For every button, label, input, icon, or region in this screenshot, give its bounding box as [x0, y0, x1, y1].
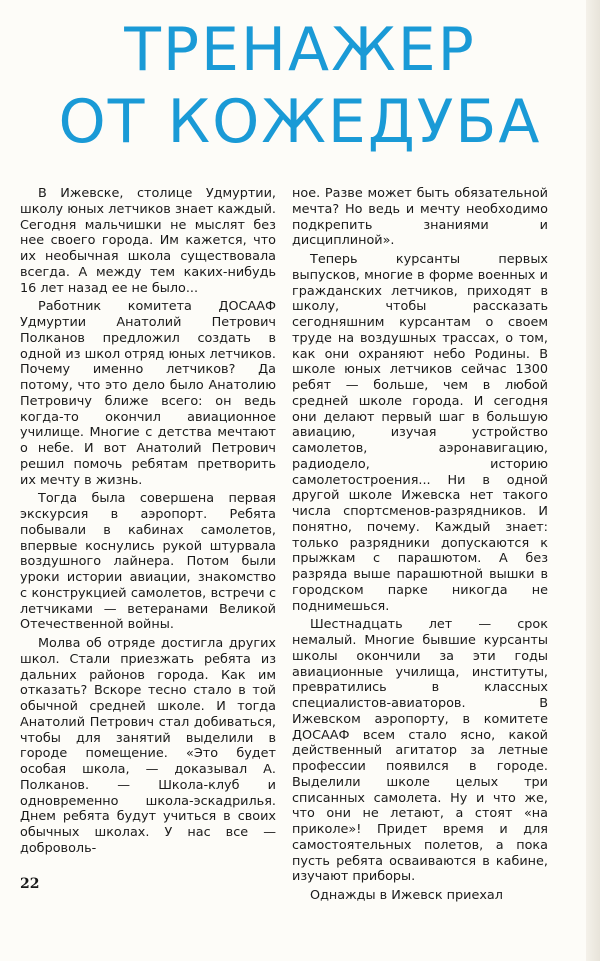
- paragraph: Шестнадцать лет — срок немалый. Многие бывшие курсанты школы окончили за эти годы авиационные училища, институты, превратились в классных специалистов-авиаторов. В Ижевском аэропорту, в комитете ДОСААФ всем стало ясно, какой действенный агитатор за летные профессии появился в городе. Выделили школе целых три списанных самолета. Ну и что же, что они не летают, а стоят «на приколе»! Придет время и для самостоятельных полетов, а пока пусть ребята осваиваются в кабине, изучают приборы.: [292, 617, 548, 885]
- paragraph: Теперь курсанты первых выпусков, многие в форме военных и гражданских летчиков, приходят в школу, чтобы рассказать сегодняшним курсантам о своем труде на воздушных трассах, о том, как они охраняют небо Родины. В школе юных летчиков сейчас 1300 ребят — больше, чем в любой средней школе города. И сегодня они делают первый шаг в большую авиацию, изучая устройство самолетов, аэронавигацию, радиодело, историю самолетостроения... Ни в одной другой школе Ижевска нет такого числа спортсменов-разрядников. И понятно, почему. Каждый знает: только разрядники допускаются к прыжкам с парашютом. А без разряда выше парашютной вышки в городском парке никогда не поднимешься.: [292, 252, 548, 614]
- article-title-line-1: ТРЕНАЖЕР: [124, 15, 476, 85]
- article-title-line-2: ОТ КОЖЕДУБА: [58, 87, 542, 157]
- paragraph-continuation: ное. Разве может быть обязательной мечта? Но ведь и мечту необходимо подкрепить знаниями и дисциплиной».: [292, 186, 548, 249]
- page-number: 22: [20, 876, 40, 892]
- article-column-right: [292, 186, 548, 907]
- paragraph: Работник комитета ДОСААФ Удмуртии Анатолий Петрович Полканов предложил создать в одной из школ отряд юных летчиков. Почему именно летчиков? Да потому, что это дело было Анатолию Петровичу ближе всего: он ведь когда-то окончил авиационное училище. Многие с детства мечтают о небе. И вот Анатолий Петрович решил помочь ребятам претворить их мечту в жизнь.: [20, 299, 276, 488]
- paragraph: Молва об отряде достигла других школ. Стали приезжать ребята из дальних районов города. Как им отказать? Вскоре тесно стало в той обычной средней школе. И тогда Анатолий Петрович стал добиваться, чтобы для занятий выделили в городе помещение. «Это будет особая школа, — доказывал А. Полканов. — Школа-клуб и одновременно школа-эскадрилья. Днем ребята будут учиться в своих обычных школах. У нас все — доброволь-: [20, 636, 276, 856]
- paragraph: Однажды в Ижевск приехал: [310, 888, 503, 903]
- article-column-left: [20, 186, 276, 860]
- paragraph: В Ижевске, столице Удмуртии, школу юных летчиков знает каждый. Сегодня мальчишки не мыслят без нее своего города. Им кажется, что их необычная школа существовала всегда. А между тем каких-нибудь 16 лет назад ее не было...: [20, 186, 276, 296]
- paragraph: Тогда была совершена первая экскурсия в аэропорт. Ребята побывали в кабинах самолетов, впервые коснулись рукой штурвала воздушного лайнера. Потом были уроки истории авиации, знакомство с конструкцией самолетов, встречи с летчиками — ветеранами Великой Отечественной войны.: [20, 491, 276, 633]
